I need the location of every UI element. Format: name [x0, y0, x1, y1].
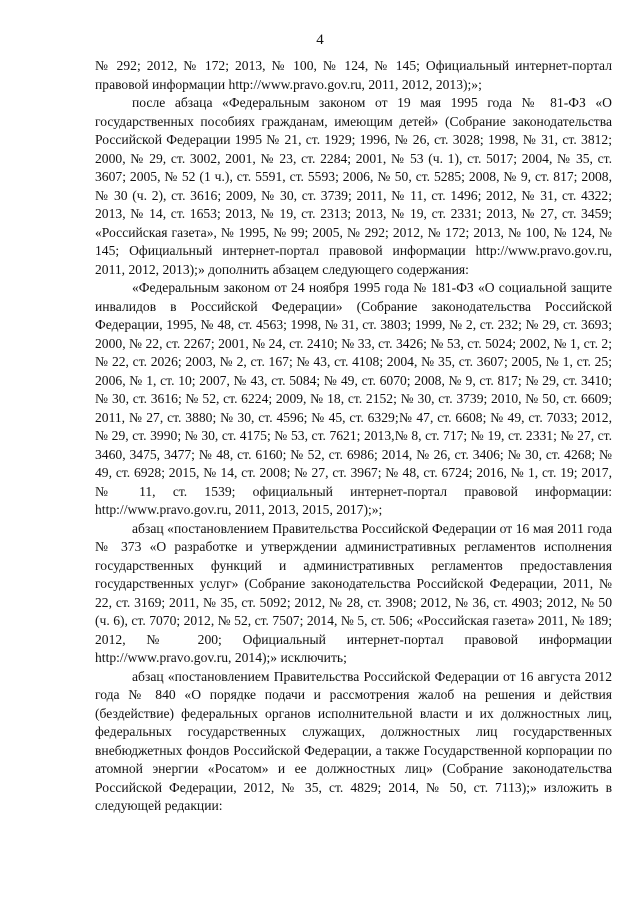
paragraph-after-81-fz: после абзаца «Федеральным законом от 19 мая 1995 года № 81-ФЗ «О государственных пособиях гражданам, имеющим детей» (Собрание законодательства Российской Федерации 1995 № 21, ст. 1929; 1996, № 26, ст. 3028; 1998, № 31, ст. 3812; 2000, № 29, ст. 3002, 2001, № 23, ст. 2284; 2001, № 53 (ч. 1), ст. 5017; 2004, № 35, ст. 3607; 2005, № 52 (1 ч.), ст. 5591, ст. 5593; 2006, № 50, ст. 5285; 2008, № 9, ст. 817; 2008, № 30 (ч. 2), ст. 3616; 2009, № 30, ст. 3739; 2011, № 11, ст. 1496; 2012, № 31, ст. 4322; 2013, № 14, ст. 1653; 2013, № 19, ст. 2313; 2013, № 19, ст. 2331; 2013, № 27, ст. 3459; «Российская газета», № 1995, № 99; 2005, № 292; 2012, № 172; 2013, № 100, № 124, № 145; Официальный интернет-портал правовой информации http://www.pravo.gov.ru, 2011, 2012, 2013);» дополнить абзацем следующего содержания: — [95, 95, 612, 277]
document-body — [95, 57, 612, 816]
paragraph-resolution-373: абзац «постановлением Правительства Российской Федерации от 16 мая 2011 года № 373 «О разработке и утверждении административных регламентов исполнения государственных функций и административных регламентов предоставления государственных услуг» (Собрание законодательства Российской Федерации, 2011, № 22, ст. 3169; 2011, № 35, ст. 5092; 2012, № 28, ст. 3908; 2012, № 36, ст. 4903; 2012, № 50 (ч. 6), ст. 7070; 2012, № 52, ст. 7507; 2014, № 5, ст. 506; «Российская газета» 2011, № 189; 2012, № 200; Официальный интернет-портал правовой информации http://www.pravo.gov.ru, 2014);» исключить; — [95, 520, 612, 665]
page-number: 4 — [316, 32, 324, 48]
paragraph-181-fz: «Федеральным законом от 24 ноября 1995 года № 181-ФЗ «О социальной защите инвалидов в Российской Федерации» (Собрание законодательства Российской Федерации, 1995, № 48, ст. 4563; 1998, № 31, ст. 3803; 1999, № 2, ст. 232; № 29, ст. 3693; 2000, № 22, ст. 2267; 2001, № 24, ст. 2410; № 33, ст. 3426; № 53, ст. 5024; 2002, № 1, ст. 2; № 22, ст. 2026; 2003, № 2, ст. 167; № 43, ст. 4108; 2004, № 35, ст. 3607; 2005, № 1, ст. 25; 2006, № 1, ст. 10; 2007, № 43, ст. 5084; № 49, ст. 6070; 2008, № 9, ст. 817; № 29, ст. 3410; № 30, ст. 3616; № 52, ст. 6224; 2009, № 18, ст. 2152; № 30, ст. 3739; 2010, № 50, ст. 6609; 2011, № 27, ст. 3880; № 30, ст. 4596; № 45, ст. 6329;№ 47, ст. 6608; № 49, ст. 7033; 2012, № 29, ст. 3990; № 30, ст. 4175; № 53, ст. 7621; 2013,№ 8, ст. 717; № 19, ст. 2331; № 27, ст. 3460, 3475, 3477; № 48, ст. 6160; № 52, ст. 6986; 2014, № 26, ст. 3406; № 30, ст. 4268; № 49, ст. 6928; 2015, № 14, ст. 2008; № 27, ст. 3967; № 48, ст. 6724; 2016, № 1, ст. 19; 2017, № 11, ст. 1539; официальный интернет-портал правовой информации: http://www.pravo.gov.ru, 2011, 2013, 2015, 2017);»; — [95, 280, 612, 517]
paragraph-continuation: № 292; 2012, № 172; 2013, № 100, № 124, № 145; Официальный интернет-портал правовой информации http://www.pravo.gov.ru, 2011, 2012, 2013);»; — [95, 58, 612, 92]
paragraph-resolution-840: абзац «постановлением Правительства Российской Федерации от 16 августа 2012 года № 840 «О порядке подачи и рассмотрения жалоб на решения и действия (бездействие) федеральных органов исполнительной власти и их должностных лиц, федеральных государственных служащих, должностных лиц государственных внебюджетных фондов Российской Федерации, а также Государственной корпорации по атомной энергии «Росатом» и ее должностных лиц» (Собрание законодательства Российской Федерации, 2012, № 35, ст. 4829; 2014, № 50, ст. 7113);» изложить в следующей редакции: — [95, 668, 612, 813]
